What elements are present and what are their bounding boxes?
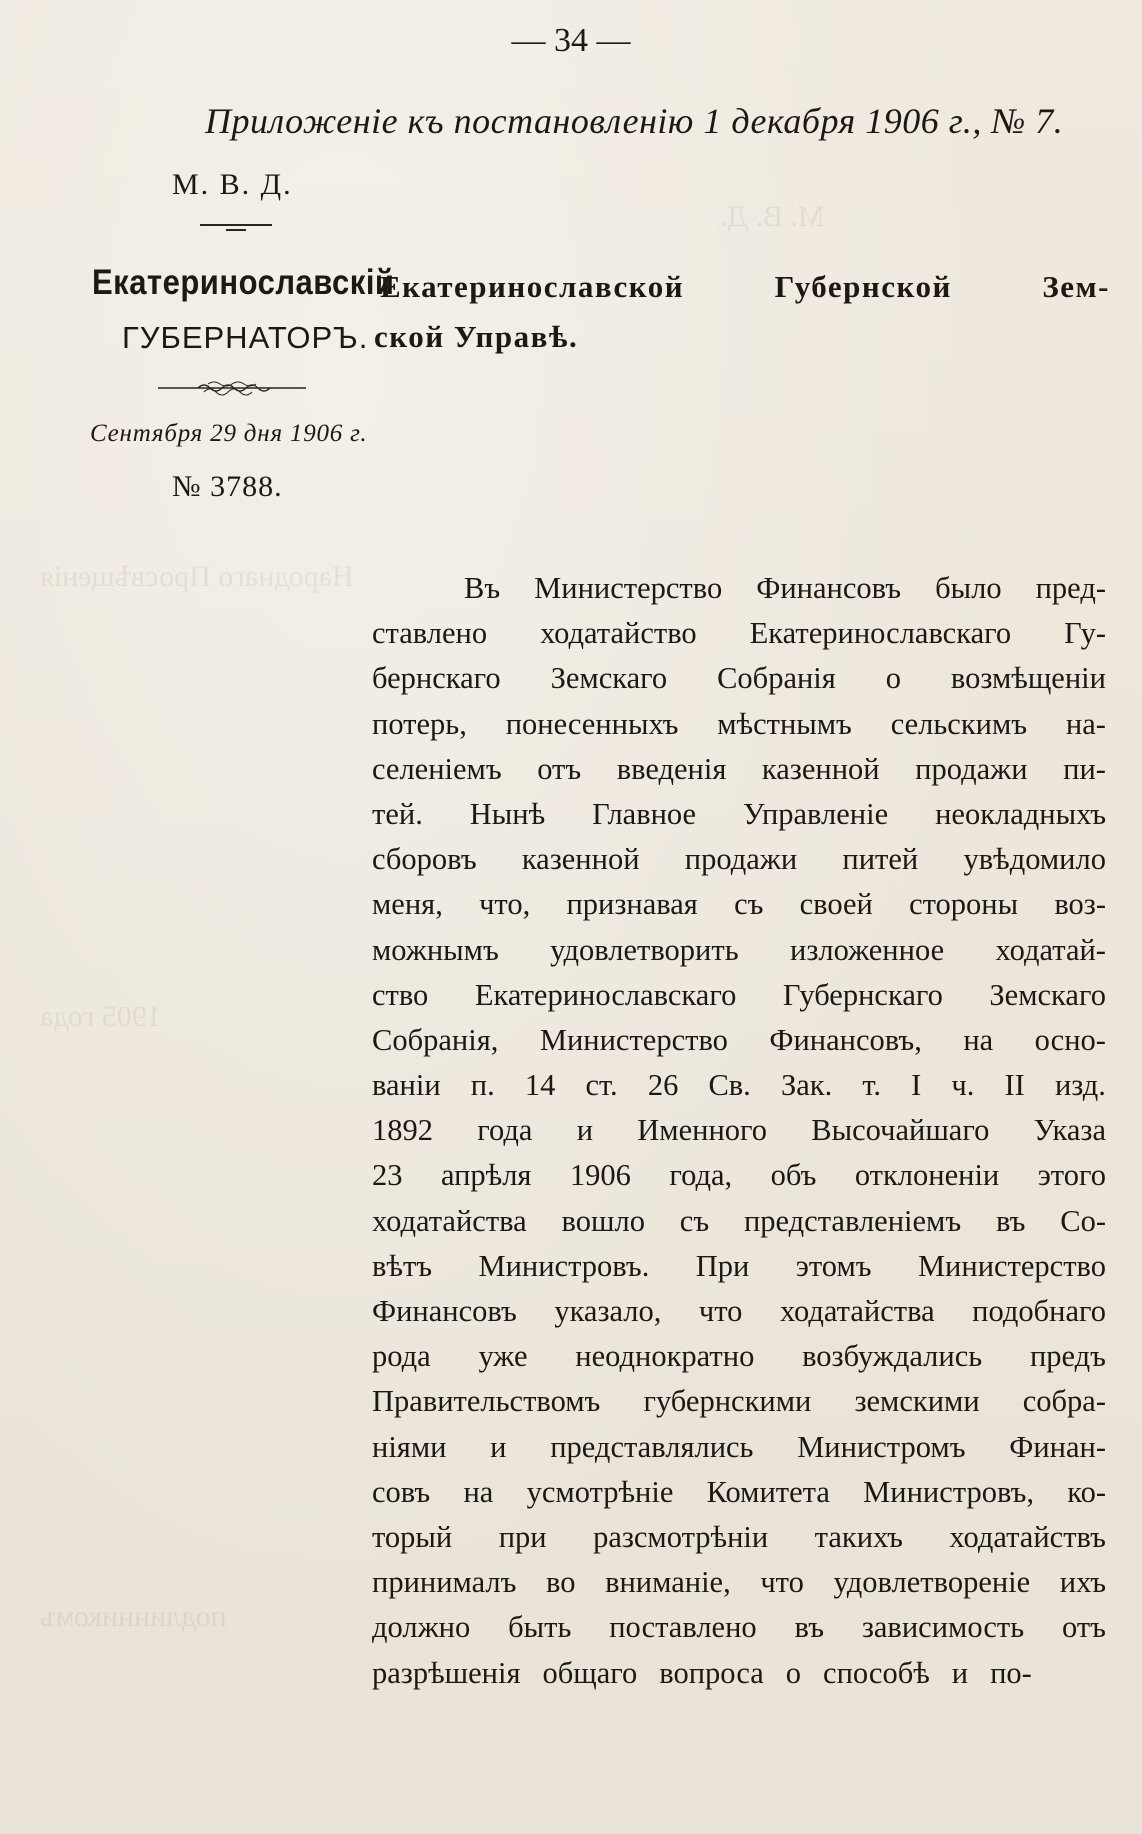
body-word: представлялись	[550, 1429, 754, 1464]
body-word: зависимость	[861, 1610, 1025, 1645]
body-word: отъ	[1061, 1610, 1106, 1645]
body-word: рода	[372, 1339, 431, 1374]
addressee-block	[374, 262, 1110, 362]
body-word: ко-	[1067, 1474, 1106, 1509]
body-word: Министерство	[539, 1022, 728, 1057]
body-word: понесенныхъ	[505, 706, 679, 741]
body-word: возбуждались	[802, 1339, 983, 1374]
body-word: губернскими	[643, 1384, 812, 1419]
body-word: Министровъ.	[478, 1248, 650, 1283]
body-word: признавая	[566, 887, 698, 922]
body-word: на	[463, 1474, 494, 1509]
body-word: стороны	[909, 887, 1019, 922]
body-word: ство	[372, 977, 429, 1012]
body-word: II	[1004, 1068, 1025, 1103]
body-word: Правительствомъ	[372, 1384, 601, 1419]
body-line	[372, 1199, 1106, 1244]
body-word: мѣстнымъ	[717, 706, 852, 741]
body-word: что	[698, 1294, 743, 1328]
body-word: I	[911, 1068, 922, 1103]
body-word: При	[695, 1248, 750, 1283]
body-word: Финансовъ	[756, 571, 902, 605]
body-word: Комитета	[706, 1474, 830, 1509]
bleed-through-text: подлинникомъ	[40, 1600, 227, 1633]
body-word: отъ	[537, 751, 582, 786]
body-word: разсмотрѣніи	[593, 1519, 769, 1554]
body-line	[372, 1018, 1106, 1063]
body-word: апрѣля	[440, 1158, 532, 1193]
body-word: казенной	[761, 751, 880, 786]
body-word: Министерство	[917, 1248, 1106, 1283]
governor-office-line1: Екатеринославскій	[92, 262, 395, 303]
body-line	[372, 792, 1106, 837]
body-word: изд.	[1054, 1068, 1106, 1103]
body-word: Собранія,	[372, 1022, 499, 1057]
body-word: продажи	[684, 842, 798, 877]
body-word: Именного	[637, 1113, 768, 1148]
body-word: осно-	[1034, 1022, 1106, 1057]
ornamental-divider	[158, 380, 306, 396]
body-word: ч.	[951, 1068, 975, 1103]
body-word: предъ	[1029, 1339, 1106, 1374]
addressee-line2: ской Управѣ.	[374, 319, 579, 354]
body-word: ніями	[372, 1429, 447, 1464]
body-line	[372, 1153, 1106, 1198]
body-word: указало,	[554, 1294, 662, 1328]
body-word: Екатеринославскаго	[474, 977, 737, 1012]
body-word: торый	[372, 1519, 453, 1554]
body-word: введенія	[616, 751, 727, 786]
body-word: бернскаго	[372, 661, 501, 696]
body-word: Финан-	[1009, 1429, 1106, 1464]
letter-number: № 3788.	[172, 470, 283, 503]
addressee-word: Зем-	[1042, 269, 1110, 304]
body-word: Гу-	[1064, 616, 1106, 651]
body-word: 1892	[372, 1113, 433, 1148]
body-word: удовлетвореніе	[833, 1565, 1031, 1600]
body-word: Указа	[1033, 1113, 1106, 1148]
body-word: своей	[799, 887, 873, 922]
body-word: объ	[770, 1158, 817, 1193]
body-line	[372, 1560, 1106, 1605]
body-line	[372, 1108, 1106, 1153]
body-line	[372, 1244, 1106, 1289]
body-word: пред-	[1035, 571, 1106, 605]
body-word: на-	[1065, 706, 1106, 741]
body-word: неокладныхъ	[935, 796, 1106, 831]
body-word: способѣ	[823, 1655, 930, 1690]
body-line	[372, 1515, 1106, 1560]
body-word: быть	[508, 1610, 572, 1645]
body-line	[372, 1425, 1106, 1470]
body-line	[372, 1379, 1106, 1424]
body-word: разрѣшенія	[372, 1655, 521, 1690]
body-word: неоднократно	[575, 1339, 755, 1374]
body-word: Министерство	[534, 571, 723, 605]
body-word: отклоненіи	[854, 1158, 1000, 1193]
body-word: пи-	[1063, 751, 1106, 786]
body-word: года	[477, 1113, 533, 1148]
body-word: п.	[470, 1068, 495, 1103]
body-line	[372, 566, 1106, 611]
body-word: возмѣщеніи	[950, 661, 1106, 696]
body-line	[372, 837, 1106, 882]
body-word: съ	[734, 887, 764, 922]
body-word: вошло	[561, 1203, 645, 1238]
body-word: ходатайства	[372, 1203, 527, 1238]
body-word: земскими	[854, 1384, 980, 1419]
body-word: Екатеринославскаго	[749, 616, 1012, 651]
body-word: года,	[669, 1158, 733, 1193]
body-word: 23	[372, 1158, 403, 1193]
body-word: ставлено	[372, 616, 488, 651]
body-word: по-	[990, 1655, 1032, 1690]
body-word: ихъ	[1059, 1565, 1106, 1600]
body-word: во	[546, 1565, 576, 1600]
body-word: потерь,	[372, 706, 467, 741]
body-word: представленіемъ	[743, 1203, 962, 1238]
body-word: въ	[995, 1203, 1026, 1238]
bleed-through-text: Народнаго Просвѣщенія	[40, 560, 354, 593]
addressee-line1	[380, 262, 1110, 312]
body-word: Земскаго	[989, 977, 1106, 1012]
body-word: съ	[679, 1203, 710, 1238]
body-line	[372, 1651, 1106, 1696]
letter-body	[372, 566, 1106, 1696]
body-word: сборовъ	[372, 842, 477, 877]
body-word: Земскаго	[550, 661, 668, 696]
body-word: и	[490, 1429, 507, 1464]
body-word: и	[951, 1655, 969, 1690]
short-divider	[200, 224, 272, 232]
body-word: сельскимъ	[890, 706, 1028, 741]
body-word: о	[885, 661, 901, 696]
body-word: вѣтъ	[372, 1248, 433, 1283]
body-word: можнымъ	[372, 932, 499, 967]
body-word: Министромъ	[797, 1429, 966, 1464]
body-word: т.	[862, 1068, 881, 1103]
body-word: Собранія	[717, 661, 836, 696]
body-line	[372, 928, 1106, 973]
body-word: вниманіе,	[605, 1565, 731, 1600]
body-word: Со-	[1060, 1203, 1106, 1238]
body-word: Зак.	[780, 1068, 833, 1103]
body-word: Министровъ,	[863, 1474, 1035, 1509]
body-line	[372, 882, 1106, 927]
body-word: удовлетворить	[550, 932, 739, 967]
body-word: въ	[794, 1610, 824, 1645]
body-word: Финансовъ	[372, 1294, 517, 1328]
bleed-through-text: 1905 года	[40, 1000, 162, 1033]
body-word: Губернскаго	[782, 977, 943, 1012]
body-line	[372, 1605, 1106, 1650]
body-line	[372, 702, 1106, 747]
body-word: продажи	[915, 751, 1028, 786]
body-word: вопроса	[659, 1655, 764, 1690]
body-word: поставлено	[609, 1610, 757, 1645]
body-word: ст.	[585, 1068, 618, 1103]
body-word: 1906	[569, 1158, 631, 1193]
body-word: казенной	[521, 842, 640, 877]
body-word: ходатайствъ	[949, 1519, 1106, 1554]
body-word: подобнаго	[972, 1294, 1106, 1328]
body-word: этого	[1037, 1158, 1106, 1193]
governor-office-line2: ГУБЕРНАТОРЪ.	[122, 320, 369, 355]
body-word: что	[760, 1565, 804, 1600]
addressee-word: Губернской	[774, 269, 952, 304]
body-line	[372, 973, 1106, 1018]
body-word: общаго	[542, 1655, 638, 1690]
body-word: Финансовъ,	[769, 1022, 922, 1057]
bleed-through-text: М. В. Д.	[720, 200, 825, 233]
body-word: Нынѣ	[469, 796, 546, 831]
page-number: — 34 —	[511, 22, 631, 59]
body-word: что,	[479, 887, 531, 922]
body-word: Главное	[592, 796, 697, 831]
body-word: питей	[842, 842, 919, 877]
body-word: этомъ	[795, 1248, 872, 1283]
ministry-abbreviation: М. В. Д.	[172, 168, 293, 201]
body-word: было	[935, 571, 1002, 605]
body-word: при	[498, 1519, 547, 1554]
body-word: ходатайство	[540, 616, 697, 651]
body-word: изложенное	[790, 932, 945, 967]
body-line	[372, 1063, 1106, 1108]
body-word: должно	[372, 1610, 471, 1645]
body-word: совъ	[372, 1474, 431, 1509]
appendix-heading: Приложеніе къ постановленію 1 декабря 1906 г., № 7.	[205, 101, 1064, 141]
body-word: ваніи	[372, 1068, 441, 1103]
body-word: воз-	[1054, 887, 1106, 922]
body-word: Св.	[708, 1068, 751, 1103]
body-word: о	[785, 1655, 802, 1690]
body-word: ходатай-	[995, 932, 1106, 967]
body-word: тей.	[372, 796, 423, 831]
body-word: принималъ	[372, 1565, 517, 1600]
body-word: меня,	[372, 887, 443, 922]
body-word: 14	[524, 1068, 556, 1103]
body-word: селеніемъ	[372, 751, 502, 786]
body-word: усмотрѣніе	[526, 1474, 674, 1509]
body-word: Въ	[464, 571, 501, 605]
body-word: и	[576, 1113, 594, 1148]
body-line	[372, 747, 1106, 792]
body-line	[372, 1334, 1106, 1379]
body-word: Высочайшаго	[811, 1113, 990, 1148]
body-word: собра-	[1022, 1384, 1106, 1419]
body-word: на	[963, 1022, 994, 1057]
body-word: такихъ	[814, 1519, 903, 1554]
letter-date: Сентября 29 дня 1906 г.	[90, 420, 368, 447]
body-line	[372, 611, 1106, 656]
body-word: Управленіе	[743, 796, 889, 831]
body-line	[372, 1470, 1106, 1515]
body-word: увѣдомило	[963, 842, 1106, 877]
body-word: ходатайства	[779, 1294, 935, 1328]
body-word: 26	[647, 1068, 679, 1103]
addressee-word: Екатеринославской	[380, 269, 685, 304]
body-line	[372, 656, 1106, 701]
body-word: уже	[478, 1339, 528, 1374]
body-line	[372, 1289, 1106, 1334]
